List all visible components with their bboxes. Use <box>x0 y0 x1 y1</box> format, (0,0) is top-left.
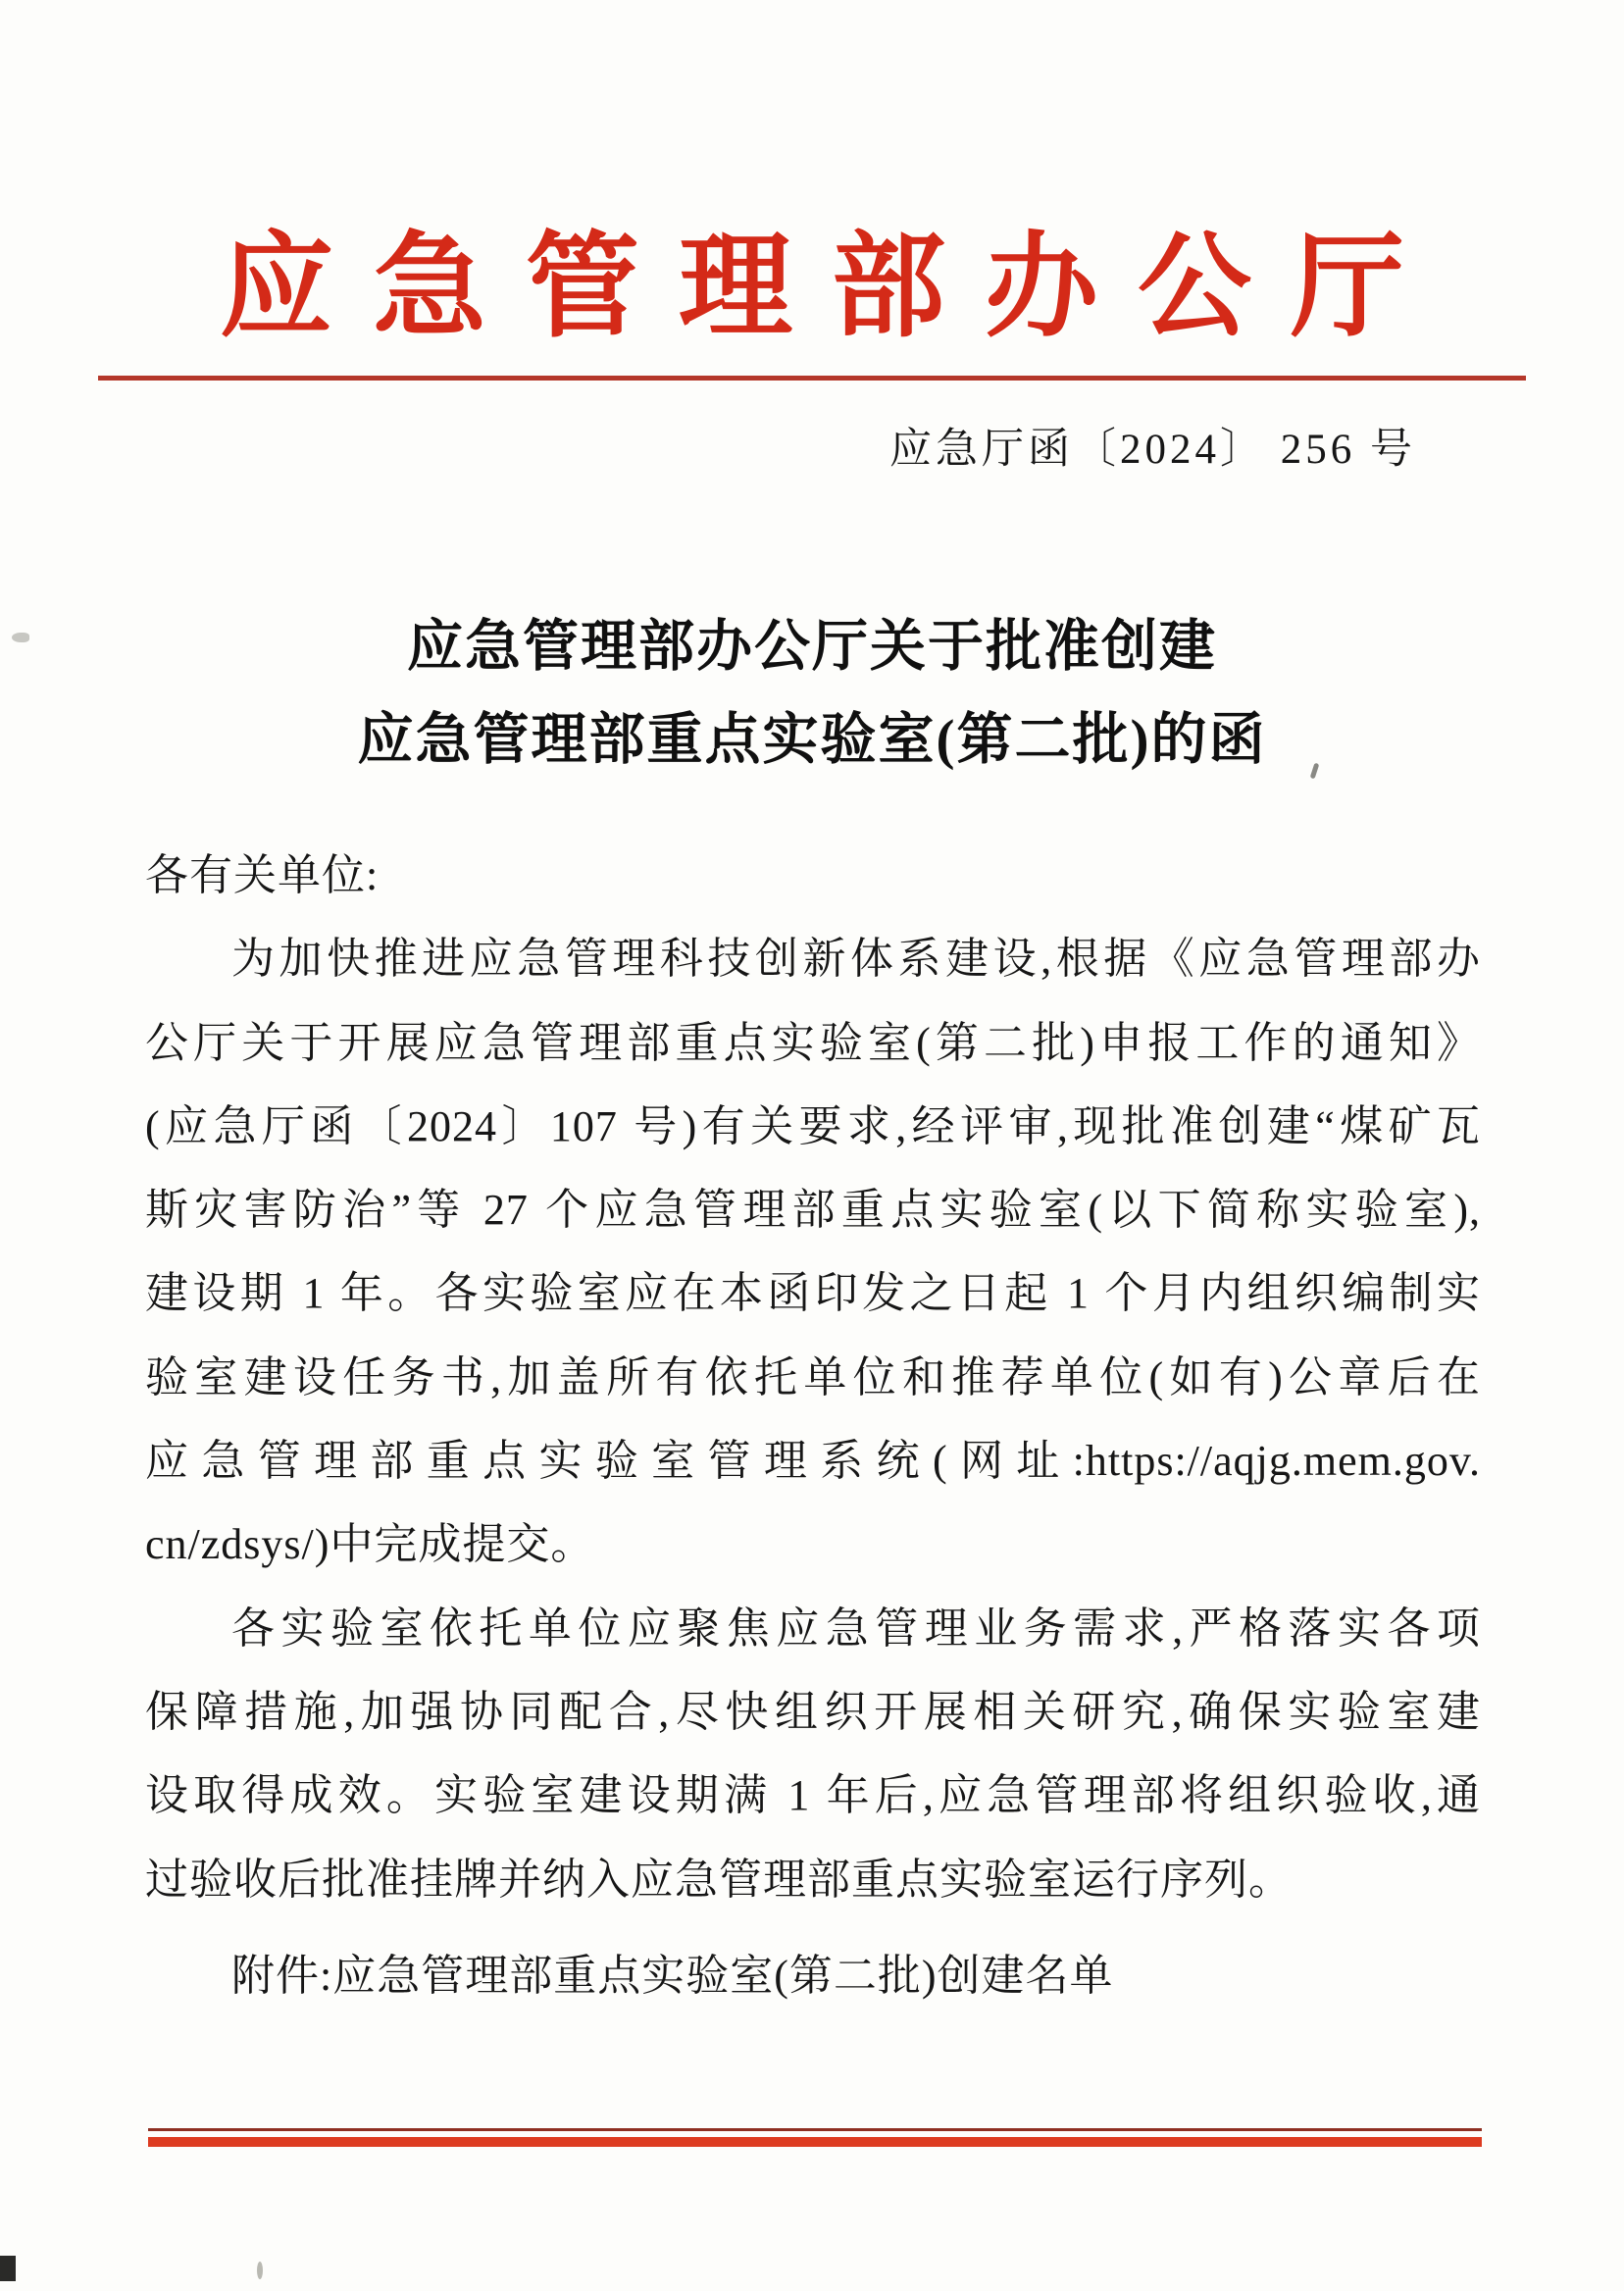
body-line: 过验收后批准挂牌并纳入应急管理部重点实验室运行序列。 <box>145 1855 1293 1904</box>
body-line: 设取得成效。实验室建设期满 1 年后,应急管理部将组织验收,通 <box>145 1771 1481 1820</box>
scan-artifact <box>257 2262 263 2279</box>
body-line: 为加快推进应急管理科技创新体系建设,根据《应急管理部办 <box>231 935 1481 984</box>
body-line: 公厅关于开展应急管理部重点实验室(第二批)申报工作的通知》 <box>145 1018 1481 1067</box>
body-line: 建设期 1 年。各实验室应在本函印发之日起 1 个月内组织编制实 <box>145 1269 1481 1318</box>
bottom-rule-thin <box>148 2128 1482 2131</box>
body-line: 斯灾害防治”等 27 个应急管理部重点实验室(以下简称实验室), <box>145 1186 1481 1235</box>
doc-title <box>0 600 1624 787</box>
body-line: cn/zdsys/)中完成提交。 <box>145 1520 595 1569</box>
doc-title-line-1: 应急管理部办公厅关于批准创建 <box>407 616 1217 678</box>
doc-title-line-2: 应急管理部重点实验室(第二批)的函 <box>357 709 1267 771</box>
body-line: 保障措施,加强协同配合,尽快组织开展相关研究,确保实验室建 <box>145 1687 1481 1736</box>
paragraph-1 <box>145 917 1481 1586</box>
letterhead-org-title: 应急管理部办公厅 <box>220 226 1444 351</box>
body-line: 应急管理部重点实验室管理系统(网址:https://aqjg.mem.gov. <box>145 1437 1481 1486</box>
body-line: 各实验室依托单位应聚焦应急管理业务需求,严格落实各项 <box>231 1604 1481 1653</box>
letterhead-rule <box>98 376 1526 381</box>
doc-number: 应急厅函〔2024〕 256 号 <box>889 427 1416 473</box>
body-line: 验室建设任务书,加盖所有依托单位和推荐单位(如有)公章后在 <box>145 1352 1481 1401</box>
body-text <box>145 834 1481 2017</box>
bottom-rule-thick <box>148 2137 1482 2147</box>
salutation: 各有关单位: <box>145 851 380 899</box>
body-line: (应急厅函〔2024〕107 号)有关要求,经评审,现批准创建“煤矿瓦 <box>145 1101 1481 1150</box>
scan-artifact <box>0 2256 16 2281</box>
paragraph-2 <box>145 1587 1481 1921</box>
attachment-line: 附件:应急管理部重点实验室(第二批)创建名单 <box>231 1951 1114 2000</box>
scan-artifact <box>12 633 29 642</box>
